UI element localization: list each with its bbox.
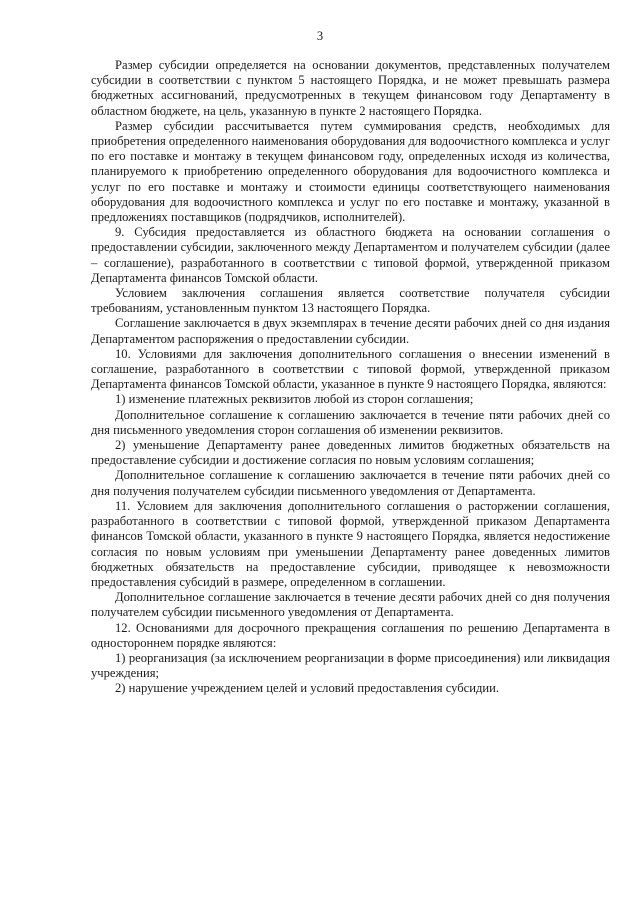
paragraph-clause-11: 11. Условием для заключения дополнительного соглашения о расторжении соглашения, разработанного в соответствии с типовой формой, утвержденной приказом Департамента финансов Томской области, указанного в пункте 9 настоящего Порядка, является недостижение согласия по новым условиям при уменьшении Департаменту ранее доведенных лимитов бюджетных обязательств на предоставление субсидии, приводящее к невозможности предоставления субсидий в размере, определенном в соглашении. (91, 498, 610, 589)
paragraph-clause-11-term: Дополнительное соглашение заключается в течение десяти рабочих дней со дня получения получателем субсидии письменного уведомления от Департамента. (91, 590, 610, 620)
paragraph-clause-9: 9. Субсидия предоставляется из областного бюджета на основании соглашения о предоставлении субсидии, заключенного между Департаментом и получателем субсидии (далее – соглашение), разработанного в соответствии с типовой формой, утвержденной приказом Департамента финансов Томской области. (91, 225, 610, 285)
paragraph-clause-12: 12. Основаниями для досрочного прекращения соглашения по решению Департамента в одностороннем порядке являются: (91, 620, 610, 650)
paragraph-clause-10-item-1-term: Дополнительное соглашение к соглашению заключается в течение пяти рабочих дней со дня письменного уведомления сторон соглашения об изменении реквизитов. (91, 407, 610, 437)
paragraph-clause-12-item-2: 2) нарушение учреждением целей и условий предоставления субсидии. (115, 681, 500, 696)
paragraph-agreement-term: Соглашение заключается в двух экземплярах в течение десяти рабочих дней со дня издания Департаментом распоряжения о предоставлении субсидии. (91, 316, 610, 346)
paragraph-clause-10-item-2: 2) уменьшение Департаменту ранее доведенных лимитов бюджетных обязательств на предоставление субсидии и достижение согласия по новым условиям соглашения; (91, 438, 610, 468)
paragraph-agreement-condition: Условием заключения соглашения является соответствие получателя субсидии требованиям, установленным пунктом 13 настоящего Порядка. (91, 286, 610, 316)
paragraph-size-basis: Размер субсидии определяется на основании документов, представленных получателем субсидии в соответствии с пунктом 5 настоящего Порядка, и не может превышать размера бюджетных ассигнований, предусмотренных в текущем финансовом году Департаменту в областном бюджете, на цель, указанную в пункте 2 настоящего Порядка. (91, 58, 610, 118)
document-body (91, 58, 610, 697)
paragraph-size-calculation: Размер субсидии рассчитывается путем суммирования средств, необходимых для приобретения определенного наименования оборудования для водоочистного комплекса и услуг по его поставке и монтажу в текущем финансовом году, определенных исходя из количества, планируемого к приобретению определенного оборудования для водоочистного комплекса и услуг по его поставке и монтажу и стоимости единицы соответствующего наименования оборудования для водоочистного комплекса и услуг по его поставке и монтажу, указанной в предложениях поставщиков (подрядчиков, исполнителей). (91, 118, 610, 225)
paragraph-clause-12-item-1: 1) реорганизация (за исключением реорганизации в форме присоединения) или ликвидация учреждения; (91, 650, 610, 681)
paragraph-clause-10-item-2-term: Дополнительное соглашение к соглашению заключается в течение пяти рабочих дней со дня получения получателем субсидии письменного уведомления от Департамента. (91, 468, 610, 498)
page-number: 3 (316, 29, 324, 43)
paragraph-clause-10-item-1: 1) изменение платежных реквизитов любой из сторон соглашения; (115, 392, 474, 407)
paragraph-clause-10: 10. Условиями для заключения дополнительного соглашения о внесении изменений в соглашение, разработанного в соответствии с типовой формой, утвержденной приказом Департамента финансов Томской области, указанное в пункте 9 настоящего Порядка, являются: (91, 346, 610, 392)
